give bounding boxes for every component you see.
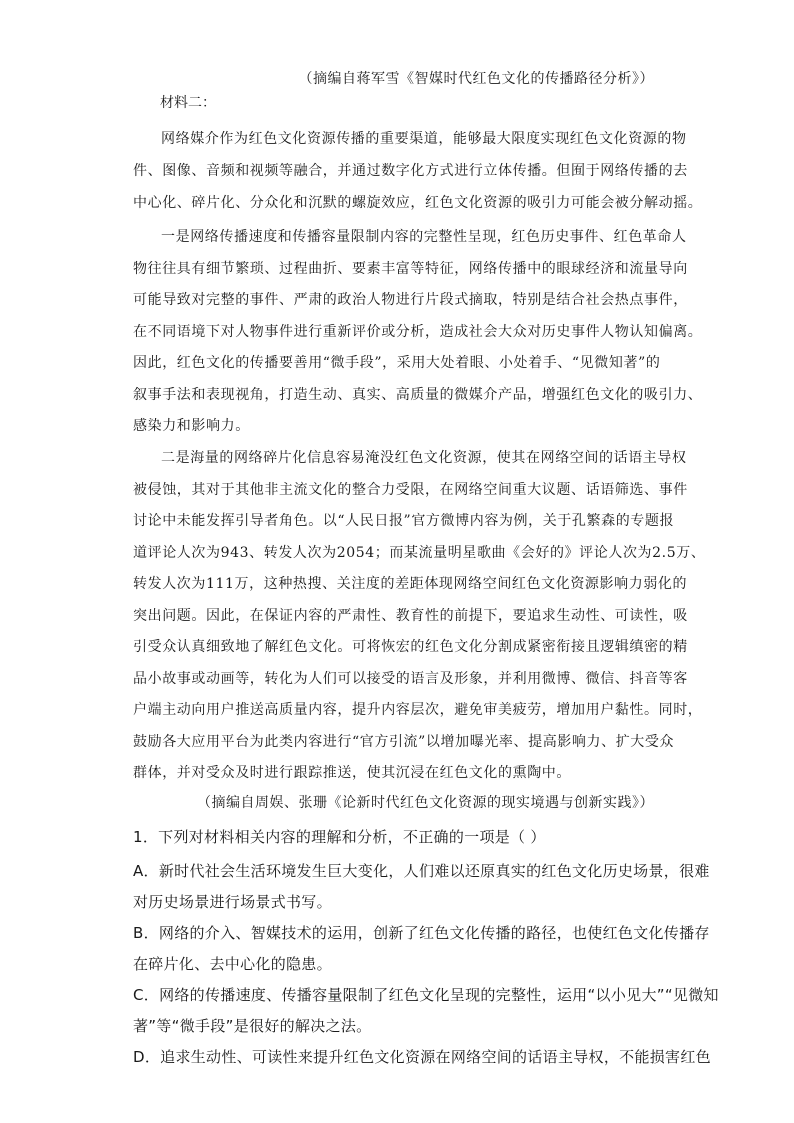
text-line: 物往往具有细节繁琐、过程曲折、要素丰富等特征，网络传播中的眼球经济和流量导向: [133, 261, 688, 277]
text-line: 中心化、碎片化、分众化和沉默的螺旋效应，红色文化资源的吸引力可能会被分解动摇。: [133, 195, 703, 211]
option-b-line: B．网络的介入、智媒技术的运用，创新了红色文化传播的路径，也使红色文化传播存: [133, 924, 710, 942]
text-line: 鼓励各大应用平台为此类内容进行“官方引流”以增加曝光率、提高影响力、扩大受众: [133, 734, 675, 750]
text-line: 转发人次为111万，这种热搜、关注度的差距体现网络空间红色文化资源影响力弱化的: [133, 576, 688, 592]
text-line: 二是海量的网络碎片化信息容易淹没红色文化资源，使其在网络空间的话语主导权: [161, 450, 687, 466]
text-line: 道评论人次为943、转发人次为2054；而某流量明星歌曲《会好的》评论人次为2.5万、: [133, 545, 706, 561]
option-c-line: C．网络的传播速度、传播容量限制了红色文化呈现的完整性，运用“以小见大”“见微知: [133, 986, 719, 1004]
text-line: 被侵蚀，其对于其他非主流文化的整合力受限，在网络空间重大议题、话语筛选、事件: [133, 482, 688, 498]
text-line: 在不同语境下对人物事件进行重新评价或分析，造成社会大众对历史事件人物认知偏离。: [133, 324, 703, 340]
option-d-line: D．追求生动性、可读性来提升红色文化资源在网络空间的话语主导权，不能损害红色: [133, 1048, 711, 1066]
source-citation-2: （摘编自周娱、张珊《论新时代红色文化资源的现实境遇与创新实践》）: [197, 795, 654, 811]
option-c-line: 著”等“微手段”是很好的解决之法。: [133, 1017, 372, 1035]
text-line: 品小故事或动画等，转化为人们可以接受的语言及形象，并利用微博、微信、抖音等客: [133, 671, 688, 687]
question-stem: 1．下列对材料相关内容的理解和分析，不正确的一项是（ ）: [133, 828, 546, 846]
text-line: 群体，并对受众及时进行跟踪推送，使其沉浸在红色文化的熏陶中。: [133, 765, 571, 781]
source-citation-1: （摘编自蒋军雪《智媒时代红色文化的传播路径分析》）: [298, 71, 654, 87]
text-line: 网络媒介作为红色文化资源传播的重要渠道，能够最大限度实现红色文化资源的物: [161, 131, 687, 147]
text-line: 因此，红色文化的传播要善用“微手段”，采用大处着眼、小处着手、“见微知著”的: [133, 355, 661, 371]
option-a-line: A．新时代社会生活环境发生巨大变化，人们难以还原真实的红色文化历史场景，很难: [133, 862, 710, 880]
text-line: 叙事手法和表现视角，打造生动、真实、高质量的微媒介产品，增强红色文化的吸引力、: [133, 387, 703, 403]
option-b-line: 在碎片化、去中心化的隐患。: [133, 955, 332, 973]
text-line: 引受众认真细致地了解红色文化。可将恢宏的红色文化分割成紧密衔接且逻辑缜密的精: [133, 639, 688, 655]
text-line: 可能导致对完整的事件、严肃的政治人物进行片段式摘取，特别是结合社会热点事件，: [133, 292, 688, 308]
material-two-heading: 材料二：: [160, 95, 216, 111]
option-a-line: 对历史场景进行场景式书写。: [133, 893, 332, 911]
text-line: 件、图像、音频和视频等融合，并通过数字化方式进行立体传播。但囿于网络传播的去: [133, 163, 688, 179]
text-line: 一是网络传播速度和传播容量限制内容的完整性呈现，红色历史事件、红色革命人: [161, 229, 687, 245]
text-line: 讨论中未能发挥引导者角色。以“人民日报”官方微博内容为例，关于孔繁森的专题报: [133, 513, 675, 529]
text-line: 突出问题。因此，在保证内容的严肃性、教育性的前提下，要追求生动性、可读性，吸: [133, 608, 688, 624]
text-line: 感染力和影响力。: [133, 418, 250, 434]
text-line: 户端主动向用户推送高质量内容，提升内容层次，避免审美疲劳，增加用户黏性。同时，: [133, 702, 703, 718]
